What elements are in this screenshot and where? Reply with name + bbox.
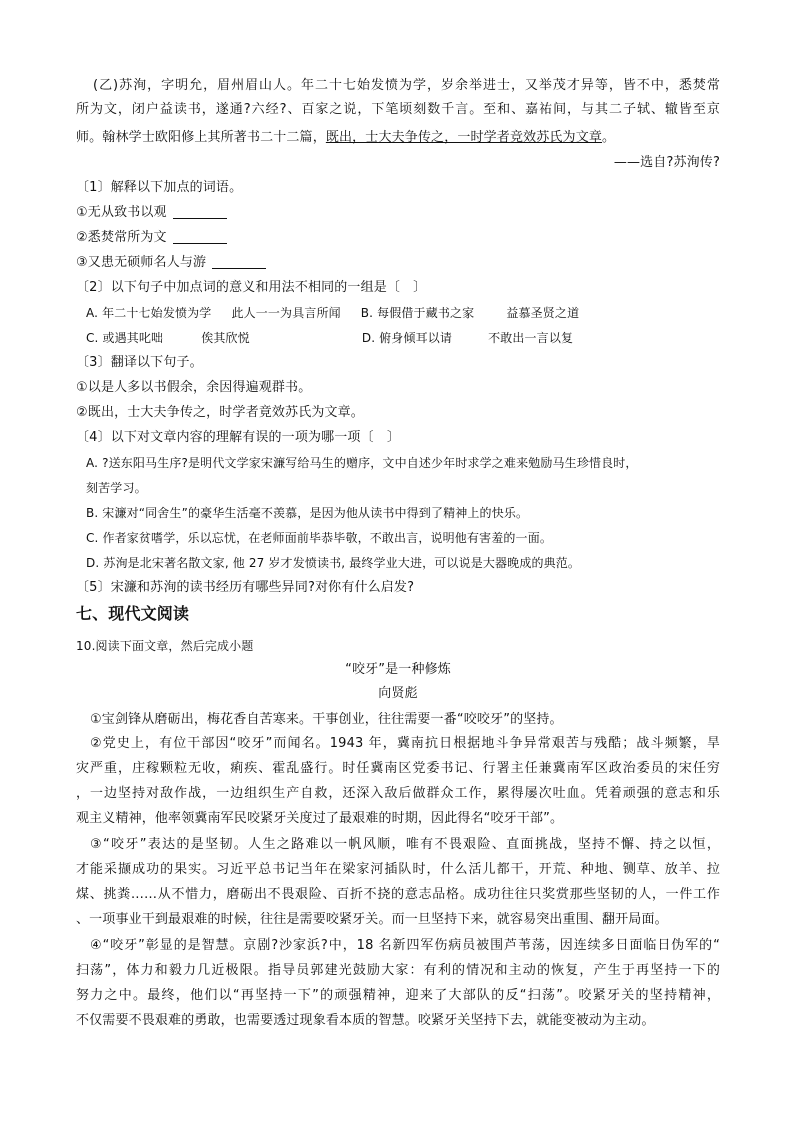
article-p3-line-2: 才能采撷成功的果实。习近平总书记当年在梁家河插队时，什么活儿都干，开荒、种地、铡草、放羊、拉 [76,862,720,877]
article-p2-line-3: ，一边坚持对敌作战，一边组织生产自救，还深入敌后做群众工作，累得屡次吐血。凭着顽强的意志和乐 [76,786,720,801]
passage-b-line-2: 所为文，闭户益读书，遂通?六经?、百家之说，下笔顷刻数千言。至和、嘉祐间，与其二子轼、辙皆至京 [76,102,720,117]
passage-b-source: ——选自?苏洵传? [613,155,720,170]
q3-item-1: ①以是人多以书假余，余因得遍观群书。 [76,380,312,395]
q1-item-3 [76,251,720,275]
q2-option-a-2: 此人一一为具言所闻 [231,306,341,320]
underlined-sentence: 既出，士大夫争传之，一时学者竞效苏氏为文章 [325,130,603,145]
answer-blank[interactable] [173,204,227,219]
q2-stem: 〔2〕以下句子中加点词的意义和用法不相同的一组是〔 〕 [76,280,427,295]
answer-blank[interactable] [173,229,227,244]
article-author: 向贤彪 [378,686,418,701]
q1-item-3-text: ③又患无硕师名人与游 [76,255,207,270]
q1-item-2 [76,226,720,250]
article-p4-line-3: 努力之中。最终，他们以“再坚持一下”的顽强精神，迎来了大部队的反“扫荡”。咬紧牙关的坚持精神， [76,988,720,1003]
q1-stem: 〔1〕解释以下加点的词语。 [76,180,243,195]
passage-b-line-3-start: 师。翰林学士欧阳修上其所著书二十二篇， [76,130,326,145]
q2-option-a-1: A. 年二十七始发愤为学 [86,306,212,320]
article-p3-line-4: 、一项事业干到最艰难的时候，往往是需要咬紧牙关。而一旦坚持下来，就容易突出重围、翻开局面。 [76,912,668,927]
q4-stem: 〔4〕以下对文章内容的理解有误的一项为哪一项〔 〕 [76,430,401,445]
article-p3-line-3: 煤、挑粪……从不惜力，磨砺出不畏艰险、百折不挠的意志品格。成功往往只奖赏那些坚韧的人，一件工作 [76,887,720,902]
article-p4-line-4: 不仅需要不畏艰难的勇敢，也需要透过现象看本质的智慧。咬紧牙关坚持下去，就能变被动为主动。 [76,1013,655,1028]
article-p3-line-1: ③“咬牙”表达的是坚韧。人生之路难以一帆风顺，唯有不畏艰险、直面挑战，坚持不懈、持之以恒， [90,837,720,852]
q2-option-b-2: 益慕圣贤之道 [506,306,580,320]
q3-item-2: ②既出，士大夫争传之，时学者竟效苏氏为文章。 [76,405,364,420]
article-paragraph-1: ①宝剑锋从磨砺出，梅花香自苦寒来。干事创业，往往需要一番“咬咬牙”的坚持。 [90,712,563,727]
q2-option-c-1: C. 或遇其叱咄 [86,331,164,345]
q2-option-d-2: 不敢出一言以复 [488,331,574,345]
q4-option-a-line-1: A. ?送东阳马生序?是明代文学家宋濂写给马生的赠序，文中自述少年时求学之难来勉励马生珍惜良时， [86,456,638,470]
passage-b-line-1: (乙)苏洵，字明允，眉州眉山人。年二十七始发愤为学，岁余举进士，又举茂才异等，皆不中，悉焚常 [93,78,720,93]
q1-item-1-text: ①无从致书以观 [76,205,167,220]
passage-b-line-3 [76,126,720,150]
q4-option-c: C. 作者家贫嗜学，乐以忘忧，在老师面前毕恭毕敬，不敢出言，说明他有害羞的一面。 [86,531,553,545]
passage-b-line-3-end: 。 [602,130,616,145]
q4-option-b: B. 宋濂对“同舍生”的豪华生活毫不羡慕，是因为他从读书中得到了精神上的快乐。 [86,506,529,520]
article-p2-line-1: ②党史上，有位干部因“咬牙”而闻名。1943 年，冀南抗日根据地斗争异常艰苦与残酷；战斗频繁，旱 [90,736,720,751]
q4-option-a-line-2: 刻苦学习。 [86,481,147,495]
q2-option-c-2: 俟其欣悦 [201,331,250,345]
q1-item-2-text: ②悉焚常所为文 [76,230,167,245]
article-p4-line-2: 扫荡”，体力和毅力几近极限。指导员郭建光鼓励大家：有利的情况和主动的恢复，产生于再坚持一下的 [76,963,720,978]
article-p4-line-1: ④“咬牙”彰显的是智慧。京剧?沙家浜?中，18 名新四军伤病员被围芦苇荡，因连续多日面临日伪军的“ [90,938,720,953]
q1-item-1 [76,201,720,225]
article-p2-line-2: 灾严重，庄稼颗粒无收，痢疾、霍乱盛行。时任冀南区党委书记、行署主任兼冀南军区政治委员的宋任穷 [76,761,720,776]
section-heading: 七、现代文阅读 [76,604,190,623]
q2-options-ab [86,301,730,325]
article-title: “咬牙”是一种修炼 [345,662,451,677]
article-p2-line-4: 观主义精神，他率领冀南军民咬紧牙关度过了最艰难的时期，因此得名“咬牙干部”。 [76,811,564,826]
q2-options-cd [86,326,730,350]
q10-stem: 10.阅读下面文章，然后完成小题 [76,639,254,653]
q2-option-b-1: B. 每假借于藏书之家 [360,306,475,320]
answer-blank[interactable] [212,254,266,269]
q2-option-d-1: D. 俯身倾耳以请 [361,331,453,345]
q5-stem: 〔5〕宋濂和苏洵的读书经历有哪些异同?对你有什么启发? [76,580,415,595]
q3-stem: 〔3〕翻译以下句子。 [76,355,203,370]
q4-option-d: D. 苏洵是北宋著名散文家, 他 27 岁才发愤读书, 最终学业大进，可以说是大器晚成的典范。 [86,556,581,570]
